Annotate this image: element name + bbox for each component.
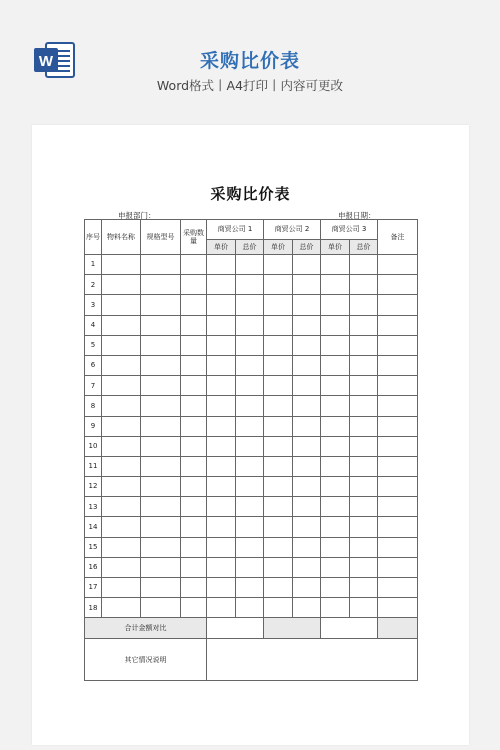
table-cell[interactable] [207,578,236,598]
header-company-1: 商贸公司 1 [207,220,264,240]
table-cell[interactable] [236,477,264,497]
table-row [85,335,418,355]
table-row [85,436,418,456]
page-header [0,0,500,120]
total-label: 合计金额对比 [85,618,207,639]
table-cell[interactable] [321,295,350,315]
row-number: 17 [85,578,102,598]
table-cell[interactable] [378,416,418,436]
table-cell[interactable] [141,335,181,355]
table-cell[interactable] [207,295,236,315]
table-row [85,376,418,396]
table-cell[interactable] [207,315,236,335]
word-icon-letter: W [38,53,54,70]
table-cell[interactable] [102,335,141,355]
header-item-name: 物料名称 [102,220,141,255]
table-cell[interactable] [293,477,321,497]
table-cell[interactable] [181,335,207,355]
table-cell[interactable] [378,598,418,618]
table-cell[interactable] [264,355,293,375]
table-cell[interactable] [321,557,350,577]
table-cell[interactable] [321,517,350,537]
table-cell[interactable] [293,416,321,436]
table-cell[interactable] [181,416,207,436]
table-cell[interactable] [141,456,181,476]
table-row [85,578,418,598]
table-cell[interactable] [141,537,181,557]
table-cell[interactable] [102,517,141,537]
table-cell[interactable] [102,477,141,497]
table-cell[interactable] [141,598,181,618]
table-cell[interactable] [378,557,418,577]
table-cell[interactable] [181,517,207,537]
table-cell[interactable] [181,295,207,315]
row-number: 3 [85,295,102,315]
table-cell[interactable] [350,416,378,436]
table-cell[interactable] [236,396,264,416]
table-cell[interactable] [207,436,236,456]
table-cell[interactable] [321,497,350,517]
table-cell[interactable] [378,537,418,557]
row-number: 15 [85,537,102,557]
table-cell[interactable] [102,436,141,456]
table-cell[interactable] [264,517,293,537]
table-cell[interactable] [207,456,236,476]
dept-label: 申报部门： [118,211,156,220]
table-cell[interactable] [293,517,321,537]
table-cell[interactable] [350,255,378,275]
header-seq: 序号 [85,220,102,255]
table-cell[interactable] [207,416,236,436]
table-row [85,517,418,537]
row-number: 12 [85,477,102,497]
table-cell[interactable] [321,396,350,416]
table-cell[interactable] [293,396,321,416]
table-cell[interactable] [378,578,418,598]
table-cell[interactable] [321,335,350,355]
table-cell[interactable] [207,376,236,396]
table-cell[interactable] [102,275,141,295]
table-cell[interactable] [378,315,418,335]
table-cell[interactable] [181,598,207,618]
table-row [85,295,418,315]
table-cell[interactable] [264,578,293,598]
table-cell[interactable] [181,255,207,275]
table-row [85,598,418,618]
table-cell[interactable] [207,497,236,517]
table-cell[interactable] [378,275,418,295]
table-cell[interactable] [264,275,293,295]
table-cell[interactable] [264,376,293,396]
table-cell[interactable] [181,376,207,396]
table-cell[interactable] [141,275,181,295]
table-cell[interactable] [141,315,181,335]
document-title: 采购比价表 [210,185,291,203]
table-cell[interactable] [293,376,321,396]
date-label: 申报日期： [338,211,376,220]
table-cell[interactable] [293,436,321,456]
table-cell[interactable] [350,295,378,315]
table-cell[interactable] [141,255,181,275]
table-cell[interactable] [321,598,350,618]
table-cell[interactable] [181,355,207,375]
table-cell[interactable] [350,497,378,517]
table-cell[interactable] [350,275,378,295]
table-cell[interactable] [321,456,350,476]
table-cell[interactable] [350,477,378,497]
table-cell[interactable] [102,295,141,315]
table-cell[interactable] [236,537,264,557]
row-number: 1 [85,255,102,275]
table-cell[interactable] [236,456,264,476]
table-cell[interactable] [181,436,207,456]
table-cell[interactable] [293,255,321,275]
table-cell[interactable] [264,396,293,416]
table-row [85,416,418,436]
table-cell[interactable] [378,456,418,476]
table-cell[interactable] [141,557,181,577]
table-cell[interactable] [350,578,378,598]
table-cell[interactable] [207,477,236,497]
table-row [85,537,418,557]
table-cell[interactable] [378,255,418,275]
page-subtitle: Word格式丨A4打印丨内容可更改 [156,78,344,93]
row-number: 7 [85,376,102,396]
row-number: 2 [85,275,102,295]
table-cell[interactable] [321,537,350,557]
table-cell[interactable] [378,436,418,456]
table-cell[interactable] [181,396,207,416]
table-cell[interactable] [350,517,378,537]
header-spec: 规格型号 [141,220,181,255]
table-cell[interactable] [207,598,236,618]
table-cell[interactable] [102,497,141,517]
table-row [85,557,418,577]
table-cell[interactable] [102,557,141,577]
table-cell[interactable] [264,477,293,497]
table-cell[interactable] [321,255,350,275]
table-cell[interactable] [141,396,181,416]
row-number: 14 [85,517,102,537]
table-cell[interactable] [236,335,264,355]
table-row [85,255,418,275]
table-cell[interactable] [102,396,141,416]
table-cell[interactable] [378,295,418,315]
row-number: 18 [85,598,102,618]
table-cell[interactable] [102,255,141,275]
header-company-2: 商贸公司 2 [264,220,321,240]
table-cell[interactable] [321,376,350,396]
table-cell[interactable] [102,376,141,396]
table-cell[interactable] [378,477,418,497]
table-cell[interactable] [264,557,293,577]
table-cell[interactable] [321,355,350,375]
table-cell[interactable] [236,255,264,275]
table-cell[interactable] [264,456,293,476]
table-cell[interactable] [141,436,181,456]
table-cell[interactable] [207,557,236,577]
table-cell[interactable] [293,456,321,476]
header-remark: 备注 [378,220,418,255]
document-sheet [32,125,469,745]
table-cell[interactable] [141,517,181,537]
table-cell[interactable] [181,477,207,497]
table-cell[interactable] [236,295,264,315]
table-cell[interactable] [321,315,350,335]
table-cell[interactable] [293,578,321,598]
table-cell[interactable] [141,497,181,517]
table-cell[interactable] [236,598,264,618]
table-cell[interactable] [264,315,293,335]
table-cell[interactable] [350,376,378,396]
table-cell[interactable] [264,497,293,517]
other-row [85,639,418,681]
table-cell[interactable] [264,416,293,436]
table-row [85,396,418,416]
table-cell[interactable] [207,396,236,416]
table-cell[interactable] [264,255,293,275]
table-cell[interactable] [378,355,418,375]
table-cell[interactable] [378,517,418,537]
row-number: 4 [85,315,102,335]
row-number: 6 [85,355,102,375]
header-total-price: 总价 [236,240,264,255]
table-cell[interactable] [293,598,321,618]
table-cell[interactable] [264,537,293,557]
table-cell[interactable] [102,355,141,375]
table-body [85,255,418,618]
table-cell[interactable] [236,416,264,436]
table-row [85,355,418,375]
other-description-cell[interactable] [207,639,418,681]
page-title: 采购比价表 [199,50,300,72]
table-cell[interactable] [141,477,181,497]
table-cell[interactable] [181,557,207,577]
table-cell[interactable] [293,497,321,517]
row-number: 11 [85,456,102,476]
table-cell[interactable] [102,598,141,618]
table-cell[interactable] [350,456,378,476]
table-cell[interactable] [141,416,181,436]
table-cell[interactable] [236,517,264,537]
table-cell[interactable] [102,537,141,557]
table-row [85,315,418,335]
table-cell[interactable] [102,578,141,598]
row-number: 16 [85,557,102,577]
table-cell[interactable] [264,295,293,315]
table-cell[interactable] [350,315,378,335]
header-unit-price: 单价 [207,240,236,255]
table-cell[interactable] [236,436,264,456]
table-cell[interactable] [207,255,236,275]
table-row [85,497,418,517]
row-number: 5 [85,335,102,355]
table-cell[interactable] [350,335,378,355]
table-cell[interactable] [141,578,181,598]
table-cell[interactable] [293,537,321,557]
table-cell[interactable] [264,598,293,618]
table-cell[interactable] [236,315,264,335]
table-cell[interactable] [350,396,378,416]
table-cell[interactable] [102,315,141,335]
table-row [85,275,418,295]
table-cell[interactable] [207,275,236,295]
table-cell[interactable] [207,517,236,537]
header-qty: 采购数量 [181,220,207,255]
table-cell[interactable] [378,376,418,396]
total-cell-company-1[interactable] [207,618,264,639]
total-cell-company-2[interactable] [264,618,321,639]
table-cell[interactable] [141,355,181,375]
table-cell[interactable] [293,557,321,577]
table-cell[interactable] [236,497,264,517]
table-cell[interactable] [321,416,350,436]
row-number: 13 [85,497,102,517]
table-cell[interactable] [141,376,181,396]
row-number: 9 [85,416,102,436]
table-cell[interactable] [236,578,264,598]
table-cell[interactable] [141,295,181,315]
table-cell[interactable] [350,436,378,456]
table-cell[interactable] [378,396,418,416]
header-total-price: 总价 [350,240,378,255]
table-cell[interactable] [236,557,264,577]
table-cell[interactable] [236,275,264,295]
table-cell[interactable] [293,335,321,355]
table-cell[interactable] [350,355,378,375]
row-number: 10 [85,436,102,456]
table-cell[interactable] [293,355,321,375]
table-cell[interactable] [293,275,321,295]
table-cell[interactable] [350,557,378,577]
table-cell[interactable] [181,537,207,557]
table-cell[interactable] [378,335,418,355]
table-cell[interactable] [264,335,293,355]
table-row [85,456,418,476]
table-cell[interactable] [236,355,264,375]
header-unit-price: 单价 [264,240,293,255]
other-label: 其它情况说明 [85,639,207,681]
table-cell[interactable] [181,315,207,335]
price-comparison-table [84,219,418,681]
table-cell[interactable] [293,295,321,315]
table-cell[interactable] [293,315,321,335]
table-cell[interactable] [350,598,378,618]
header-company-3: 商贸公司 3 [321,220,378,240]
table-cell[interactable] [321,477,350,497]
table-cell[interactable] [181,275,207,295]
total-cell-company-3[interactable] [321,618,378,639]
header-total-price: 总价 [293,240,321,255]
table-cell[interactable] [236,376,264,396]
table-cell[interactable] [321,436,350,456]
total-row [85,618,418,639]
table-cell[interactable] [264,436,293,456]
row-number: 8 [85,396,102,416]
table-cell[interactable] [207,355,236,375]
table-cell[interactable] [207,335,236,355]
table-cell[interactable] [207,537,236,557]
table-cell[interactable] [321,275,350,295]
table-cell[interactable] [181,578,207,598]
total-cell-remark[interactable] [378,618,418,639]
table-cell[interactable] [181,497,207,517]
table-cell[interactable] [102,456,141,476]
table-row [85,477,418,497]
table-cell[interactable] [181,456,207,476]
table-cell[interactable] [102,416,141,436]
table-cell[interactable] [378,497,418,517]
table-cell[interactable] [321,578,350,598]
header-unit-price: 单价 [321,240,350,255]
table-cell[interactable] [350,537,378,557]
